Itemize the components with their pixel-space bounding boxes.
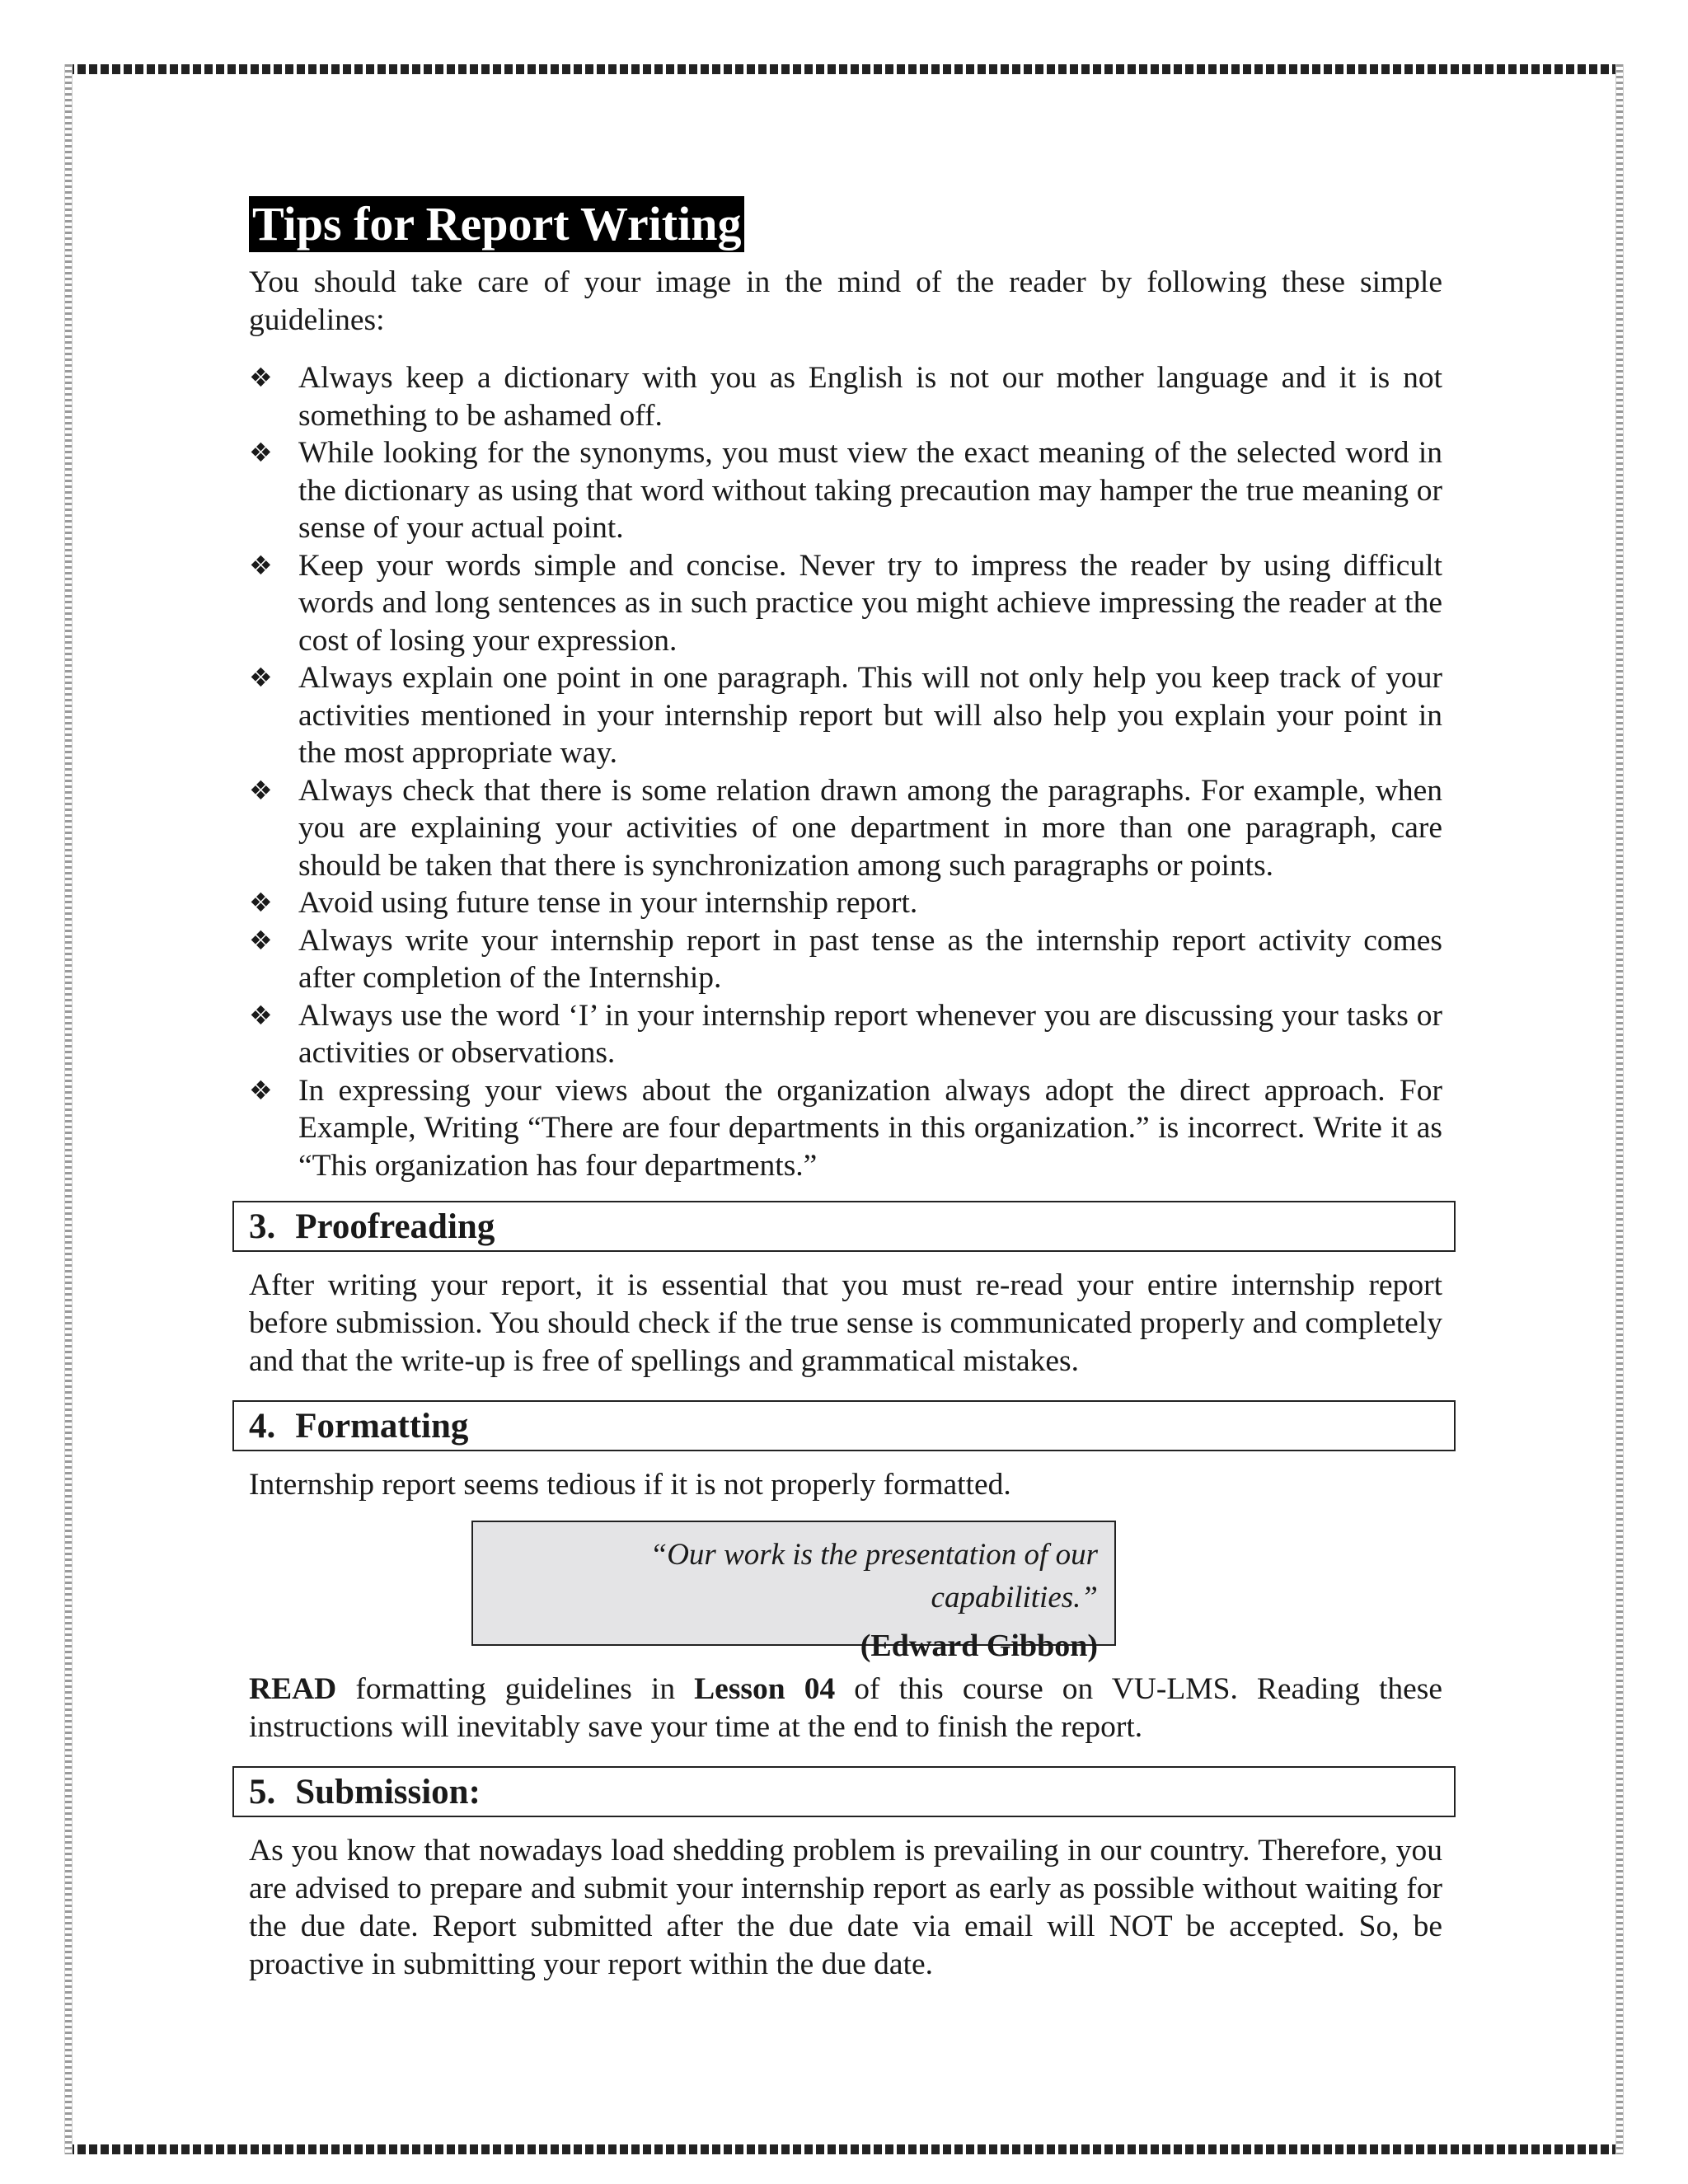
diamond-bullet-icon: ❖ bbox=[249, 662, 273, 693]
section-heading-submission bbox=[232, 1766, 1456, 1817]
page-border-left bbox=[64, 64, 73, 2154]
formatting-paragraph: Internship report seems tedious if it is not properly formatted. bbox=[249, 1468, 1011, 1502]
section-heading-proofreading bbox=[232, 1201, 1456, 1252]
tip-text: Always keep a dictionary with you as English is not our mother language and it is not something to be ashamed off. bbox=[298, 361, 1442, 433]
section-number: 3. bbox=[249, 1207, 276, 1246]
read-text-end: of this course on VU-LMS. Reading these instructions will inevitably save your time at the end to finish the report. bbox=[249, 1672, 1442, 1744]
tip-text: Always check that there is some relation drawn among the paragraphs. For example, when you are explaining your activities of one department in more than one paragraph, care should be taken that there is synchronization among such paragraphs or points. bbox=[298, 773, 1442, 883]
page-border-bottom bbox=[66, 2144, 1624, 2154]
tip-item bbox=[249, 547, 1442, 660]
section-title: Formatting bbox=[295, 1406, 469, 1446]
section-heading-formatting bbox=[232, 1400, 1456, 1451]
diamond-bullet-icon: ❖ bbox=[249, 549, 273, 581]
section-number: 5. bbox=[249, 1772, 276, 1811]
diamond-bullet-icon: ❖ bbox=[249, 362, 273, 393]
tip-item bbox=[249, 659, 1442, 772]
diamond-bullet-icon: ❖ bbox=[249, 1074, 273, 1106]
diamond-bullet-icon: ❖ bbox=[249, 437, 273, 468]
tip-item bbox=[249, 1072, 1442, 1185]
tip-item bbox=[249, 922, 1442, 997]
read-emphasis: READ bbox=[249, 1672, 337, 1706]
tip-item bbox=[249, 772, 1442, 885]
page-border-right bbox=[1615, 64, 1624, 2154]
tip-text: Always write your internship report in past tense as the internship report activity comes after completion of the Internship. bbox=[298, 923, 1442, 995]
section-title: Submission: bbox=[295, 1772, 481, 1811]
lesson-reference: Lesson 04 bbox=[694, 1672, 836, 1706]
diamond-bullet-icon: ❖ bbox=[249, 924, 273, 956]
diamond-bullet-icon: ❖ bbox=[249, 774, 273, 806]
intro-paragraph: You should take care of your image in the mind of the reader by following these simple guidelines: bbox=[249, 265, 1442, 337]
tip-text: Avoid using future tense in your internship report. bbox=[298, 886, 918, 920]
tip-text: While looking for the synonyms, you must view the exact meaning of the selected word in the dictionary as using that word without taking precaution may hamper the true meaning or sense of your actual point. bbox=[298, 436, 1442, 545]
submission-paragraph: As you know that nowadays load shedding problem is prevailing in our country. Therefore, you are advised to prepare and submit your internship report as early as possible without waiting for the due date. Report submitted after the due date via email will NOT be accepted. So, be proactive in submitting your report within the due date. bbox=[249, 1834, 1442, 1981]
read-guidelines-paragraph bbox=[249, 1671, 1442, 1746]
quote-box bbox=[471, 1521, 1116, 1663]
tip-item bbox=[249, 997, 1442, 1072]
diamond-bullet-icon: ❖ bbox=[249, 999, 273, 1031]
tip-item bbox=[249, 359, 1442, 434]
proofreading-paragraph: After writing your report, it is essential that you must re-read your entire internship report before submission. You should check if the true sense is communicated properly and completely and that the write-up is free of spellings and grammatical mistakes. bbox=[249, 1268, 1442, 1378]
quote-author: (Edward Gibbon) bbox=[860, 1629, 1098, 1663]
section-number: 4. bbox=[249, 1406, 276, 1446]
diamond-bullet-icon: ❖ bbox=[249, 887, 273, 918]
tip-text: Always use the word ‘I’ in your internship report whenever you are discussing your tasks or activities or observations. bbox=[298, 998, 1442, 1070]
page-border-top bbox=[66, 64, 1624, 74]
quote-text: “Our work is the presentation of our capabilities.” bbox=[649, 1538, 1098, 1615]
read-text-mid: formatting guidelines in bbox=[336, 1672, 695, 1706]
tip-text: Always explain one point in one paragraph. This will not only help you keep track of your activities mentioned in your internship report but will also help you explain your point in the most appropriate way. bbox=[298, 661, 1442, 770]
page-title: Tips for Report Writing bbox=[249, 196, 744, 252]
tip-text: In expressing your views about the organization always adopt the direct approach. For Example, Writing “There are four departments in this organization.” is incorrect. Write it as “This organization has four departments.” bbox=[298, 1073, 1442, 1183]
section-title: Proofreading bbox=[295, 1207, 495, 1246]
tip-item bbox=[249, 434, 1442, 547]
tip-text: Keep your words simple and concise. Never try to impress the reader by using difficult words and long sentences as in such practice you might achieve impressing the reader at the cost of losing your expression. bbox=[298, 548, 1442, 658]
tips-list bbox=[249, 359, 1442, 1184]
document-content bbox=[249, 196, 1442, 1984]
tip-item bbox=[249, 884, 1442, 922]
